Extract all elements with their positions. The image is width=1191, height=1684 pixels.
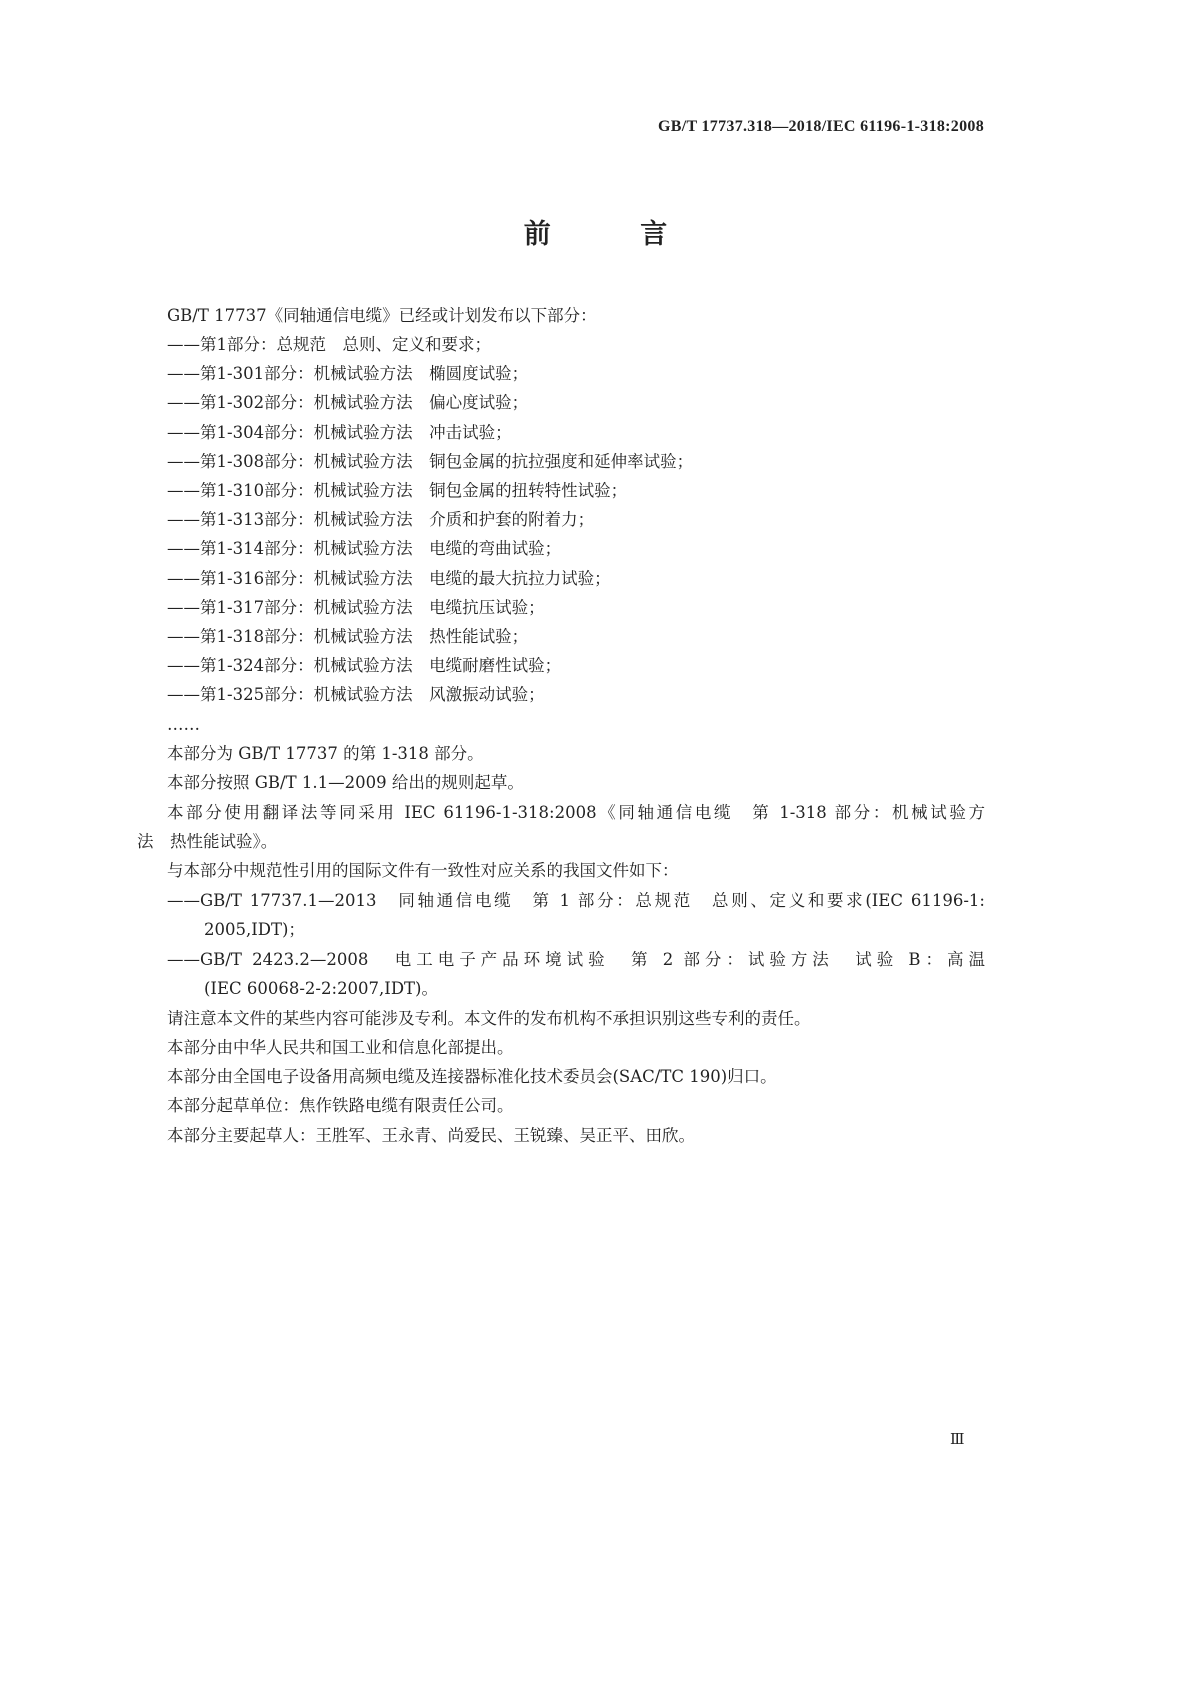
text-line: ——第1-318部分：机械试验方法 热性能试验； xyxy=(167,627,529,646)
text-line: ——GB/T 17737.1—2013 同轴通信电缆 第 1 部分：总规范 总则、定义和要求(IEC 61196-1: xyxy=(167,891,985,910)
text-line: ——第1-310部分：机械试验方法 铜包金属的扭转特性试验； xyxy=(167,481,628,500)
text-line: 法 热性能试验》。 xyxy=(137,832,278,851)
text-line: 本部分主要起草人：王胜军、王永青、尚爱民、王锐臻、吴正平、田欣。 xyxy=(167,1126,695,1145)
text-line: GB/T 17737《同轴通信电缆》已经或计划发布以下部分： xyxy=(167,306,597,325)
text-line: 本部分由中华人民共和国工业和信息化部提出。 xyxy=(167,1038,514,1057)
text-line: ——第1部分：总规范 总则、定义和要求； xyxy=(167,335,491,354)
text-line: 2005,IDT)； xyxy=(204,920,305,939)
text-line: 与本部分中规范性引用的国际文件有一致性对应关系的我国文件如下： xyxy=(167,861,679,880)
text-line: 请注意本文件的某些内容可能涉及专利。本文件的发布机构不承担识别这些专利的责任。 xyxy=(167,1009,811,1028)
text-line: ——第1-325部分：机械试验方法 风激振动试验； xyxy=(167,685,545,705)
text-line: ——第1-301部分：机械试验方法 椭圆度试验； xyxy=(167,364,529,384)
text-line: 本部分使用翻译法等同采用 IEC 61196-1-318:2008《同轴通信电缆 第 1-318 部分：机械试验方 xyxy=(167,803,985,822)
text-line: 本部分起草单位：焦作铁路电缆有限责任公司。 xyxy=(167,1096,514,1115)
text-line: …… xyxy=(167,715,200,734)
text-line: ——第1-314部分：机械试验方法 电缆的弯曲试验； xyxy=(167,539,562,559)
standard-number-header: GB/T 17737.318—2018/IEC 61196-1-318:2008 xyxy=(658,118,984,135)
text-line: 本部分为 GB/T 17737 的第 1-318 部分。 xyxy=(167,744,484,763)
text-line: ——第1-313部分：机械试验方法 介质和护套的附着力； xyxy=(167,510,595,530)
text-line: ——第1-317部分：机械试验方法 电缆抗压试验； xyxy=(167,597,545,617)
text-line: 本部分由全国电子设备用高频电缆及连接器标准化技术委员会(SAC/TC 190)归口。 xyxy=(167,1067,777,1086)
text-line: ——第1-316部分：机械试验方法 电缆的最大抗拉力试验； xyxy=(167,568,611,588)
page-number: Ⅲ xyxy=(950,1430,965,1448)
text-line: ——第1-308部分：机械试验方法 铜包金属的抗拉强度和延伸率试验； xyxy=(167,451,694,471)
text-line: ——GB/T 2423.2—2008 电工电子产品环境试验 第 2 部分：试验方法 试验 B：高温 xyxy=(167,950,985,969)
text-line: ——第1-324部分：机械试验方法 电缆耐磨性试验； xyxy=(167,656,562,676)
text-line: ——第1-304部分：机械试验方法 冲击试验； xyxy=(167,422,512,442)
page-title: 前 言 xyxy=(523,219,708,250)
text-line: (IEC 60068-2-2:2007,IDT)。 xyxy=(204,979,438,998)
text-line: ——第1-302部分：机械试验方法 偏心度试验； xyxy=(167,393,529,413)
text-line: 本部分按照 GB/T 1.1—2009 给出的规则起草。 xyxy=(167,773,524,792)
